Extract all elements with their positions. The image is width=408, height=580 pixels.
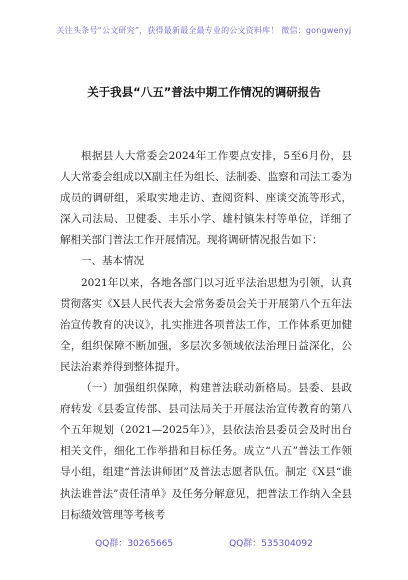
footer-qq-group-2: QQ群：535304092: [229, 539, 313, 549]
intro-paragraph: 根据县人大常委会2024年工作要点安排，5至6月份，县人大常委会组成以X副主任为组长、法制委、监察和司法工委为成员的调研组，采取实地走访、查阅资料、座谈交流等形式，深入司法局、卫健委、丰乐小学、雄村镇朱村等单位，详细了解相关部门普法工作开展情况。现将调研情况报告如下：: [60, 150, 352, 247]
promo-banner-text: 关注头条号“公文研究”，获得最新最全最专业的公文资料库！ 微信：gongwenyj: [56, 26, 352, 35]
promo-banner: [0, 25, 408, 36]
section1-paragraph: 2021年以来，各地各部门以习近平法治思想为引领，认真贯彻落实《X县人民代表大会常务委员会关于开展第八个五年法治宣传教育的决议》，扎实推进各项普法工作，工作体系更加健全，组织保障不断加强，多层次多领域依法治理日益深化，公民法治素养得到整体提升。: [60, 276, 352, 373]
document-title: 关于我县“八五”普法中期工作情况的调研报告: [87, 85, 321, 99]
subsection1-paragraph: （一）加强组织保障，构建普法联动新格局。县委、县政府转发《县委宣传部、县司法局关于开展法治宣传教育的第八个五年规划（2021—2025年）》，县依法治县委员会及时出台相关文件，细化工作举措和目标任务。成立“八五”普法工作领导小组，组建“普法讲师团”及普法志愿者队伍。制定《X县“谁执法谁普法”责任清单》及任务分解意见，把普法工作纳入全县目标绩效管理等考核考: [60, 382, 352, 521]
footer-contact: [0, 536, 408, 549]
footer-qq-group-1: QQ群：30265665: [95, 539, 174, 549]
document-body: [60, 146, 352, 526]
section-heading-basic-situation: 一、基本情况: [81, 255, 144, 268]
